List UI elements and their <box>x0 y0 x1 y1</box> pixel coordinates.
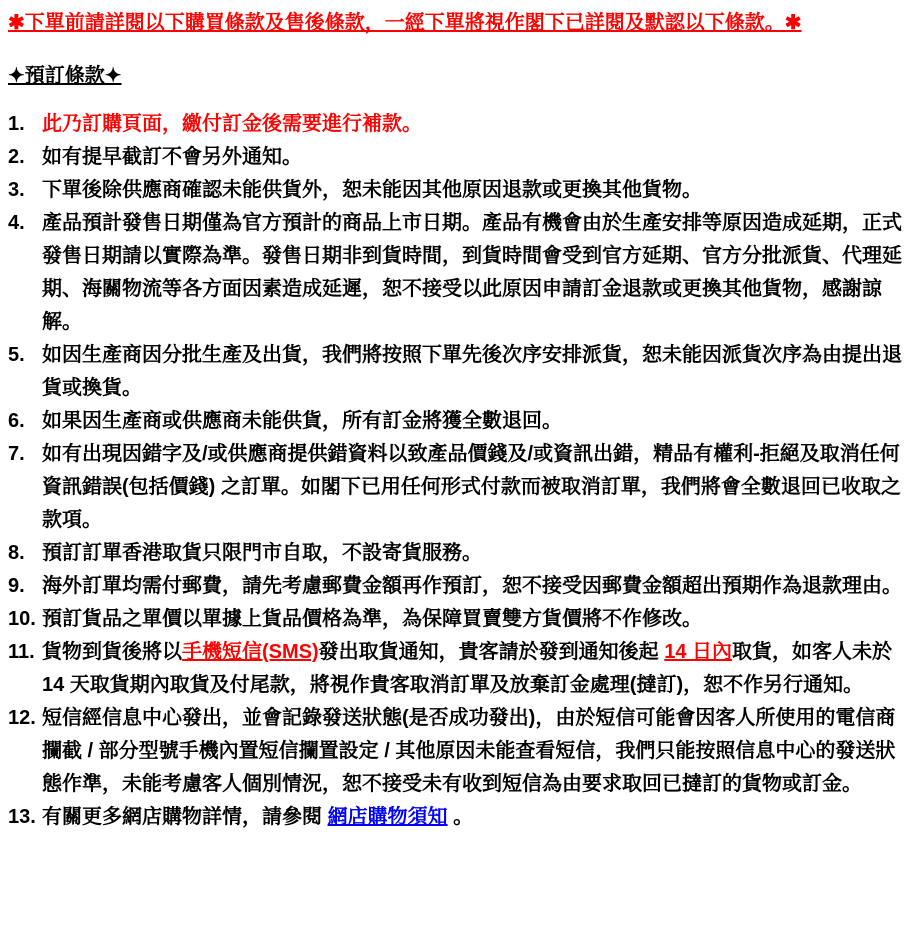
term-content <box>42 438 903 537</box>
term-text: 如因生產商因分批生產及出貨，我們將按照下單先後次序安排派貨，恕未能因派貨次序為由提出退貨或換貨。 <box>42 344 902 399</box>
purchase-terms-warning-header: ✱下單前請詳閱以下購買條款及售後條款，一經下單將視作閣下已詳閱及默認以下條款。✱ <box>8 12 802 34</box>
term-text: 。 <box>447 806 474 828</box>
term-item <box>8 438 903 537</box>
term-text: 取貨，如客人未於 14 天取貨期內取貨及付尾款，將視作貴客取消訂單及放棄訂金處理(撻訂)，恕不作另行通知。 <box>42 641 893 696</box>
term-content <box>42 702 903 801</box>
term-content <box>42 636 903 702</box>
term-text: 發出取貨通知，貴客請於發到通知後起 <box>318 641 665 663</box>
term-item <box>8 405 903 438</box>
term-text: 短信經信息中心發出，並會記錄發送狀態(是否成功發出)，由於短信可能會因客人所使用的電信商攔截 / 部分型號手機內置短信攔置設定 / 其他原因未能查看短信，我們只能按照信息中心的發送狀態作準，未能考慮客人個別情況，恕不接受未有收到短信為由要求取回已撻訂的貨物或訂金。 <box>42 707 896 795</box>
term-text: 如果因生產商或供應商未能供貨，所有訂金將獲全數退回。 <box>42 410 562 432</box>
term-text: 預訂貨品之單價以單據上貨品價格為準，為保障買賣雙方貨價將不作修改。 <box>42 608 702 630</box>
term-content <box>42 801 903 834</box>
term-number: 11. <box>8 641 35 663</box>
term-number: 5. <box>8 344 25 366</box>
term-number: 3. <box>8 179 25 201</box>
term-item <box>8 603 903 636</box>
term-text: 此乃訂購頁面，繳付訂金後需要進行補款。 <box>42 113 422 135</box>
term-number: 1. <box>8 113 25 135</box>
term-text: 14 日內 <box>664 641 733 663</box>
term-number: 7. <box>8 443 25 465</box>
term-text: 海外訂單均需付郵費，請先考慮郵費金額再作預訂，恕不接受因郵費金額超出預期作為退款理由。 <box>42 575 902 597</box>
term-number: 10. <box>8 608 36 630</box>
term-text: 貨物到貨後將以 <box>42 641 182 663</box>
term-content <box>42 537 903 570</box>
term-number: 8. <box>8 542 25 564</box>
term-content <box>42 603 903 636</box>
term-content <box>42 207 903 339</box>
term-content <box>42 141 903 174</box>
term-item <box>8 702 903 801</box>
term-item <box>8 801 903 834</box>
term-number: 2. <box>8 146 25 168</box>
term-item <box>8 174 903 207</box>
term-item <box>8 570 903 603</box>
term-content <box>42 108 903 141</box>
term-number: 9. <box>8 575 25 597</box>
term-text: 產品預計發售日期僅為官方預計的商品上市日期。產品有機會由於生產安排等原因造成延期，正式發售日期請以實際為準。發售日期非到貨時間，到貨時間會受到官方延期、官方分批派貨、代理延期、海關物流等各方面因素造成延遲，恕不接受以此原因申請訂金退款或更換其他貨物，感謝諒解。 <box>42 212 902 333</box>
term-content <box>42 405 903 438</box>
term-text: 手機短信(SMS) <box>182 641 319 663</box>
term-text: 預訂訂單香港取貨只限門市自取，不設寄貨服務。 <box>42 542 482 564</box>
preorder-terms-section-title: ✦預訂條款✦ <box>8 65 122 87</box>
term-text: 如有提早截訂不會另外通知。 <box>42 146 302 168</box>
term-text: 下單後除供應商確認未能供貨外，恕未能因其他原因退款或更換其他貨物。 <box>42 179 702 201</box>
term-number: 12. <box>8 707 36 729</box>
term-item <box>8 207 903 339</box>
term-number: 6. <box>8 410 25 432</box>
term-text: 有關更多網店購物詳情，請參閱 <box>42 806 328 828</box>
term-number: 4. <box>8 212 25 234</box>
shop-guide-link[interactable]: 網店購物須知 <box>327 806 448 828</box>
term-content <box>42 339 903 405</box>
term-item <box>8 339 903 405</box>
term-item <box>8 108 903 141</box>
term-item <box>8 537 903 570</box>
term-number: 13. <box>8 806 36 828</box>
terms-list <box>8 108 903 834</box>
term-text: 如有出現因錯字及/或供應商提供錯資料以致產品價錢及/或資訊出錯，精品有權利-拒絕及取消任何資訊錯誤(包括價錢) 之訂單。如閣下已用任何形式付款而被取消訂單，我們將會全數退回已收取之款項。 <box>42 443 901 531</box>
term-content <box>42 174 903 207</box>
term-content <box>42 570 903 603</box>
term-item <box>8 141 903 174</box>
term-item <box>8 636 903 702</box>
